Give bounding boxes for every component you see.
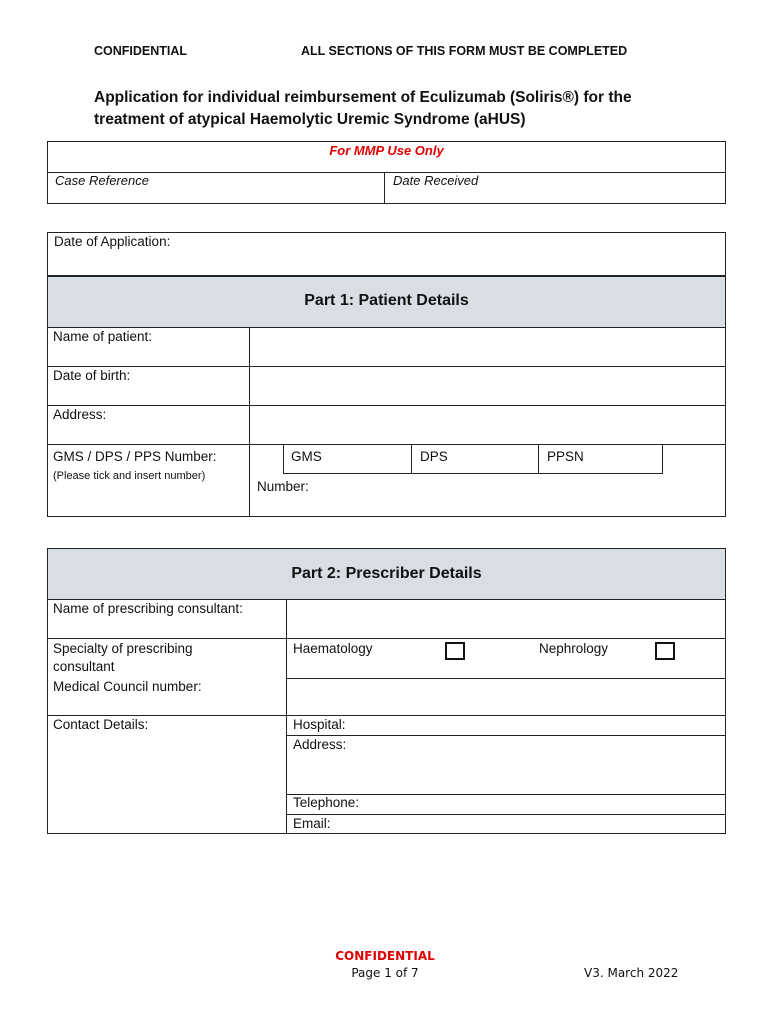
telephone-field[interactable]: Telephone: — [293, 795, 360, 810]
date-of-application-label: Date of Application: — [54, 234, 171, 249]
nephrology-checkbox[interactable] — [655, 642, 675, 660]
case-reference-field[interactable]: Case Reference — [55, 173, 149, 188]
footer-confidential: CONFIDENTIAL — [335, 949, 435, 963]
form-title — [94, 87, 734, 131]
contact-address-field[interactable]: Address: — [293, 737, 347, 752]
header-notice: ALL SECTIONS OF THIS FORM MUST BE COMPLETED — [301, 44, 628, 58]
nephrology-label: Nephrology — [539, 641, 609, 656]
patient-name-label: Name of patient: — [53, 329, 153, 344]
option-ppsn[interactable]: PPSN — [547, 449, 584, 464]
gms-hint-text: (Please tick and insert number) — [53, 470, 206, 482]
specialty-label-line-1: Specialty of prescribing — [53, 641, 193, 656]
medical-council-input[interactable] — [287, 679, 725, 715]
address-input[interactable] — [250, 406, 725, 444]
haematology-checkbox[interactable] — [445, 642, 465, 660]
header-confidential: CONFIDENTIAL — [94, 44, 188, 58]
number-label: Number: — [257, 479, 309, 494]
contact-details-label: Contact Details: — [53, 717, 149, 732]
haematology-label: Haematology — [293, 641, 373, 656]
mmp-heading: For MMP Use Only — [329, 143, 444, 158]
option-gms[interactable]: GMS — [291, 449, 322, 464]
specialty-label-line-2: consultant — [53, 659, 115, 674]
consultant-name-label: Name of prescribing consultant: — [53, 601, 243, 616]
scheme-option-row — [283, 444, 663, 474]
address-label: Address: — [53, 407, 107, 422]
gms-dps-pps-label: GMS / DPS / PPS Number: — [53, 449, 217, 464]
patient-name-input[interactable] — [250, 328, 725, 366]
option-dps[interactable]: DPS — [420, 449, 448, 464]
page-number: Page 1 of 7 — [351, 966, 419, 980]
form-title-line-1: Application for individual reimbursement of Eculizumab (Soliris®) for the — [94, 89, 632, 106]
scheme-number-input[interactable] — [320, 476, 720, 512]
version-label: V3. March 2022 — [584, 966, 679, 980]
date-received-field[interactable]: Date Received — [393, 173, 479, 188]
email-field[interactable]: Email: — [293, 816, 331, 831]
part2-heading: Part 2: Prescriber Details — [291, 565, 482, 582]
dob-label: Date of birth: — [53, 368, 131, 383]
part1-heading: Part 1: Patient Details — [304, 292, 469, 309]
dob-input[interactable] — [250, 367, 725, 405]
hospital-field[interactable]: Hospital: — [293, 717, 346, 732]
consultant-name-input[interactable] — [287, 600, 725, 638]
form-title-line-2: treatment of atypical Haemolytic Uremic Syndrome (aHUS) — [94, 111, 526, 128]
medical-council-label: Medical Council number: — [53, 679, 202, 694]
